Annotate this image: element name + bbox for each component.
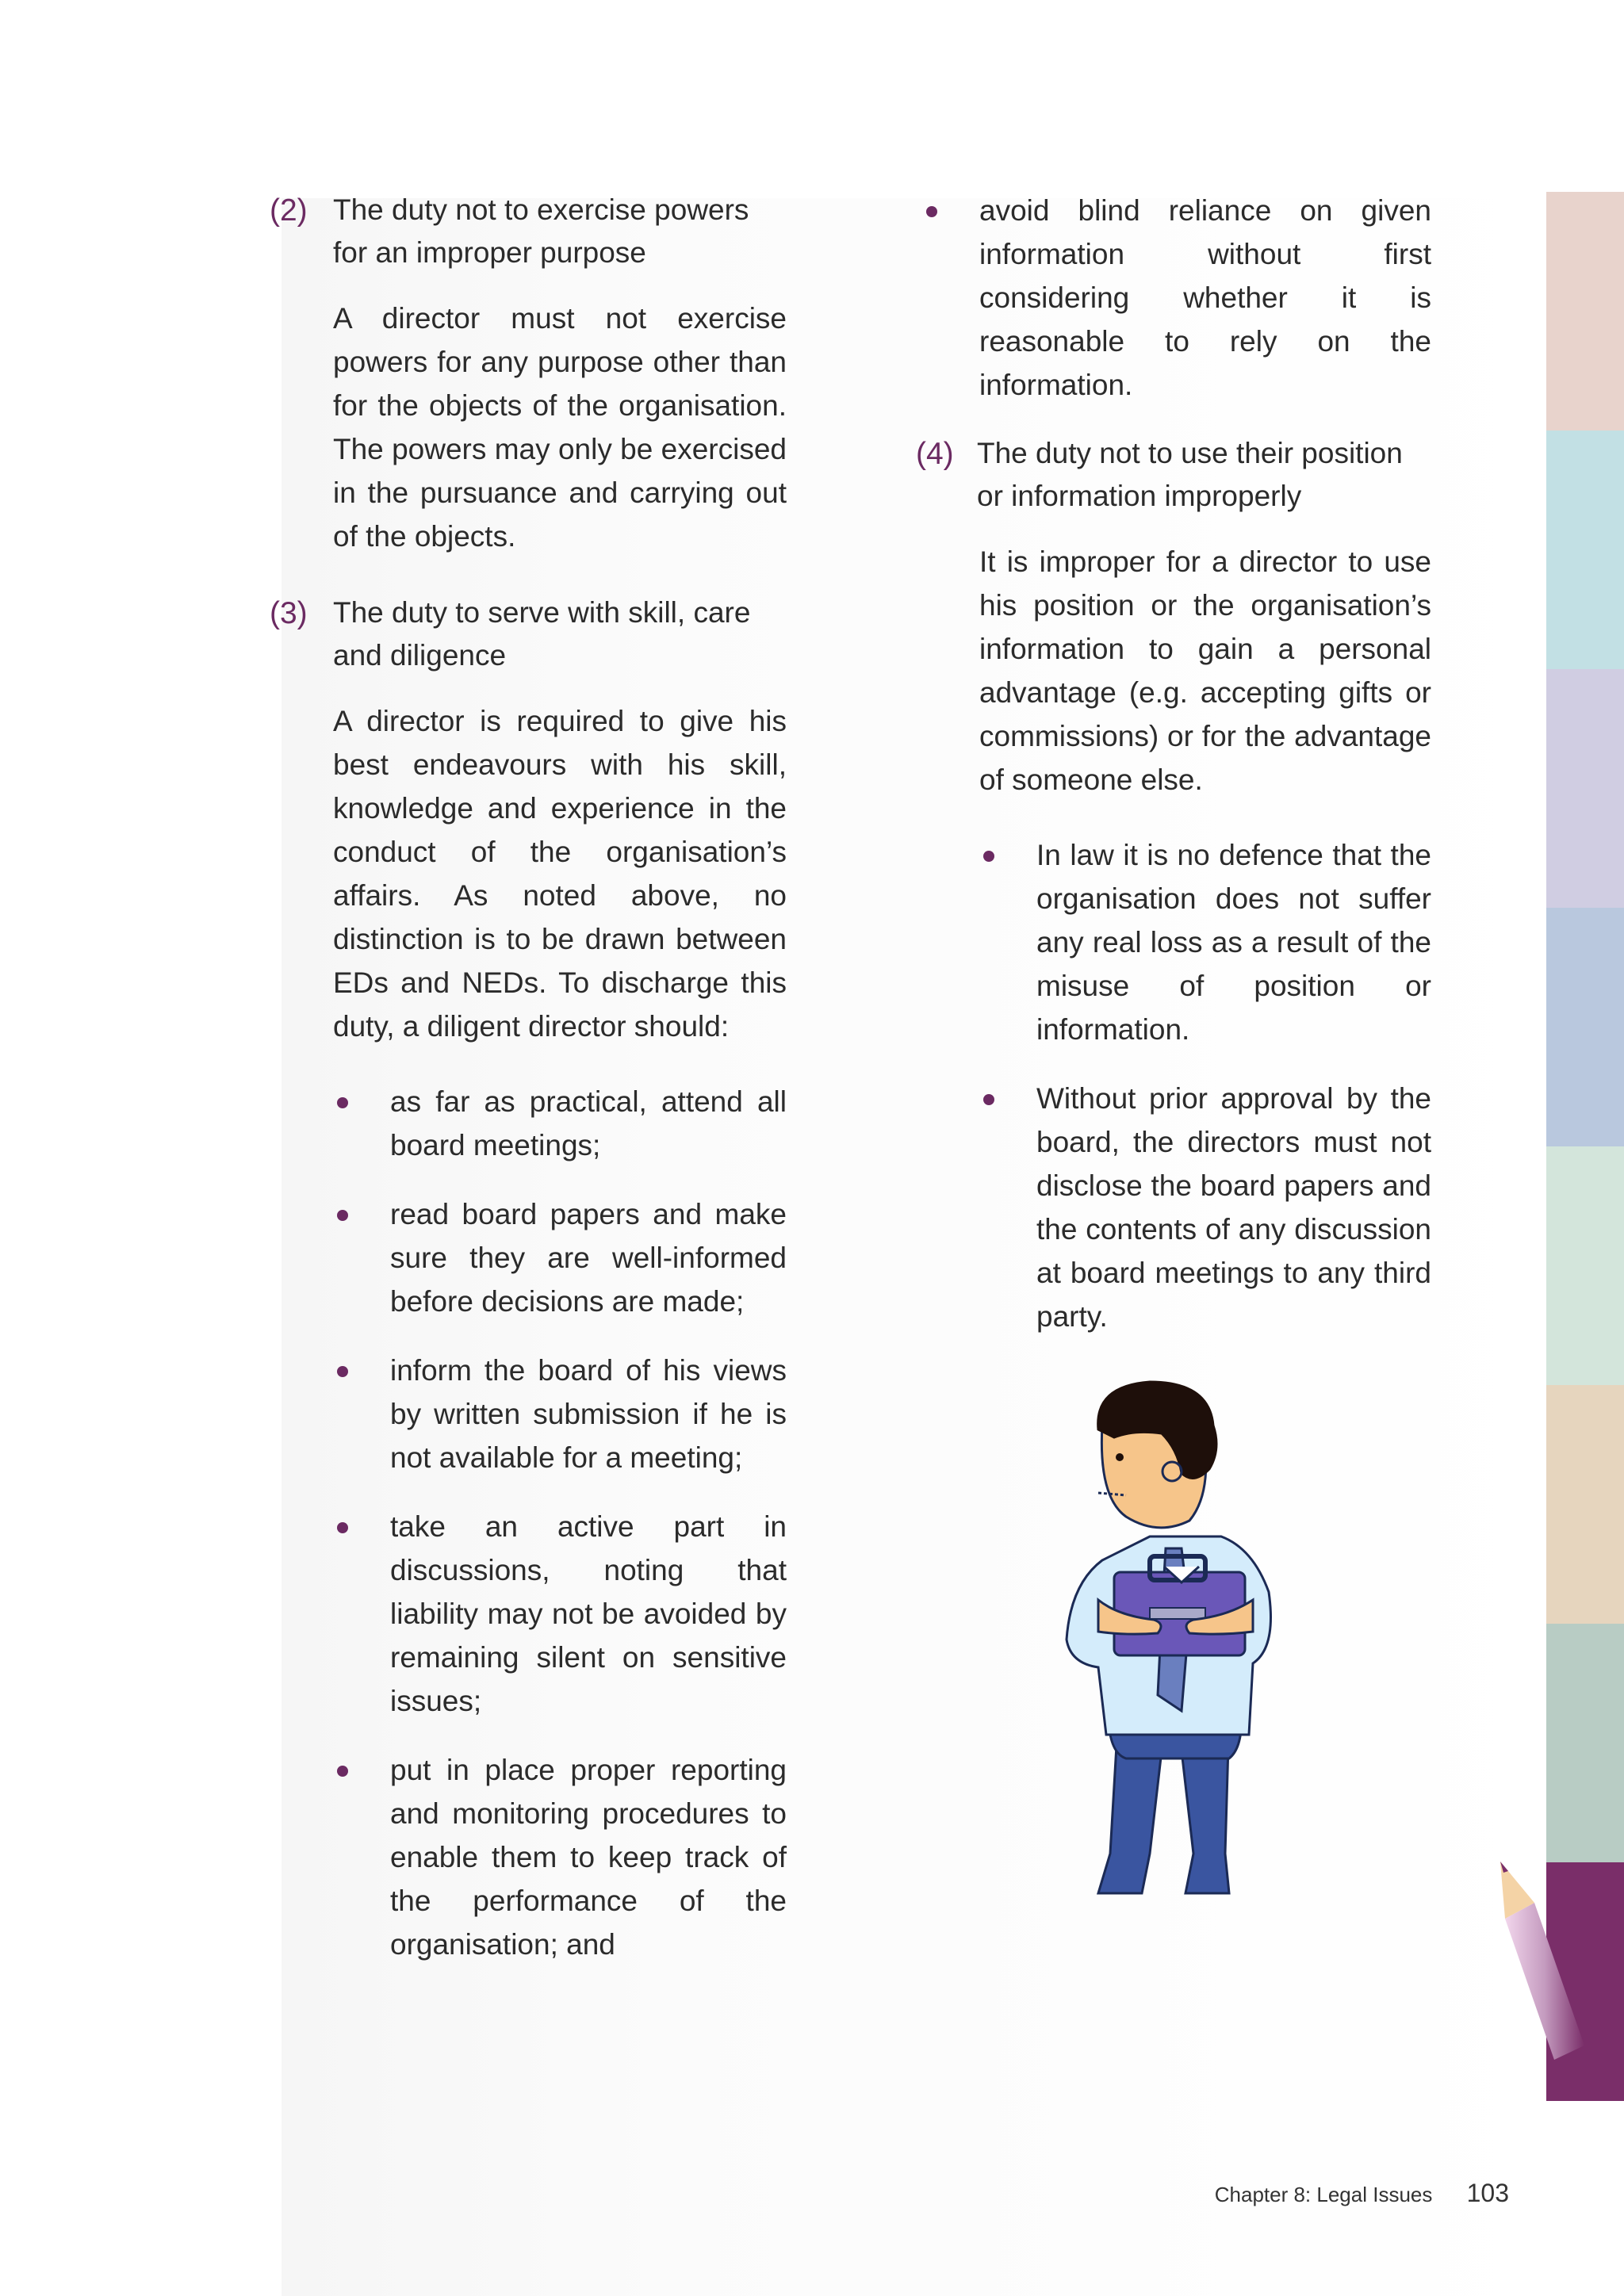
section-2 <box>270 189 787 558</box>
bullet-icon <box>337 1210 348 1221</box>
section-heading: The duty to serve with skill, care and diligence <box>333 596 751 672</box>
chapter-tabs <box>1546 192 1624 2104</box>
section-paragraph: A director must not exercise powers for any purpose other than for the objects of the organisation. The powers may only be exercised in the pursuance and carrying out of the objects. <box>333 302 787 553</box>
bullet-list <box>333 1080 787 1966</box>
chapter-tab[interactable] <box>1546 1385 1624 1624</box>
page-footer <box>1215 2179 1509 2208</box>
list-item <box>390 1748 787 1966</box>
list-item <box>390 1192 787 1323</box>
list-item <box>390 1505 787 1723</box>
section-4 <box>916 432 1431 1338</box>
left-column <box>270 189 787 1992</box>
list-item-text: read board papers and make sure they are well-informed before decisions are made; <box>390 1198 787 1318</box>
bullet-list <box>979 189 1431 407</box>
chapter-tab[interactable] <box>1546 908 1624 1146</box>
continued-bullets <box>916 189 1431 407</box>
list-item <box>390 1080 787 1167</box>
bullet-list <box>979 833 1431 1338</box>
bullet-icon <box>337 1522 348 1533</box>
list-item-text: put in place proper reporting and monitoring procedures to enable them to keep track of the performance of the organisation; and <box>390 1754 787 1961</box>
section-paragraph: It is improper for a director to use his position or the organisation’s information to gain a personal advantage (e.g. accepting gifts or commissions) or for the advantage of someone else. <box>979 545 1431 796</box>
chapter-tab[interactable] <box>1546 430 1624 669</box>
section-3 <box>270 591 787 1966</box>
chapter-tab[interactable] <box>1546 1146 1624 1385</box>
list-item-text: avoid blind reliance on given information without first considering whether it is reasonable to rely on the information. <box>979 194 1431 401</box>
section-number: (2) <box>270 193 308 228</box>
list-item <box>390 1349 787 1479</box>
bullet-icon <box>337 1366 348 1377</box>
list-item-text: In law it is no defence that the organisation does not suffer any real loss as a result of the misuse of position or information. <box>1036 839 1431 1046</box>
bullet-icon <box>337 1097 348 1108</box>
man-with-briefcase-illustration <box>1023 1378 1324 1933</box>
section-number: (3) <box>270 596 308 630</box>
list-item-text: inform the board of his views by written submission if he is not available for a meeting; <box>390 1354 787 1474</box>
chapter-label: Chapter 8: Legal Issues <box>1214 2183 1433 2206</box>
bullet-icon <box>983 1094 994 1105</box>
right-column <box>916 189 1431 1364</box>
section-heading: The duty not to use their position or information improperly <box>977 437 1403 512</box>
list-item <box>979 189 1431 407</box>
list-item <box>1036 833 1431 1051</box>
section-number: (4) <box>916 437 954 471</box>
pencil-icon <box>1491 1855 1586 2061</box>
bullet-icon <box>983 851 994 862</box>
list-item-text: as far as practical, attend all board meetings; <box>390 1085 787 1161</box>
section-heading: The duty not to exercise powers for an improper purpose <box>333 193 749 269</box>
chapter-tab[interactable] <box>1546 669 1624 908</box>
chapter-tab[interactable] <box>1546 1624 1624 1862</box>
bullet-icon <box>337 1766 348 1777</box>
page-number: 103 <box>1466 2179 1509 2207</box>
chapter-tab[interactable] <box>1546 192 1624 430</box>
section-paragraph: A director is required to give his best endeavours with his skill, knowledge and experience in the conduct of the organisation’s affairs. As noted above, no distinction is to be drawn between EDs and NEDs. To discharge this duty, a diligent director should: <box>333 705 787 1043</box>
bullet-icon <box>926 206 937 217</box>
list-item <box>1036 1077 1431 1338</box>
list-item-text: Without prior approval by the board, the directors must not disclose the board papers and the contents of any discussion at board meetings to any third party. <box>1036 1082 1431 1333</box>
list-item-text: take an active part in discussions, noting that liability may not be avoided by remaining silent on sensitive issues; <box>390 1510 787 1717</box>
